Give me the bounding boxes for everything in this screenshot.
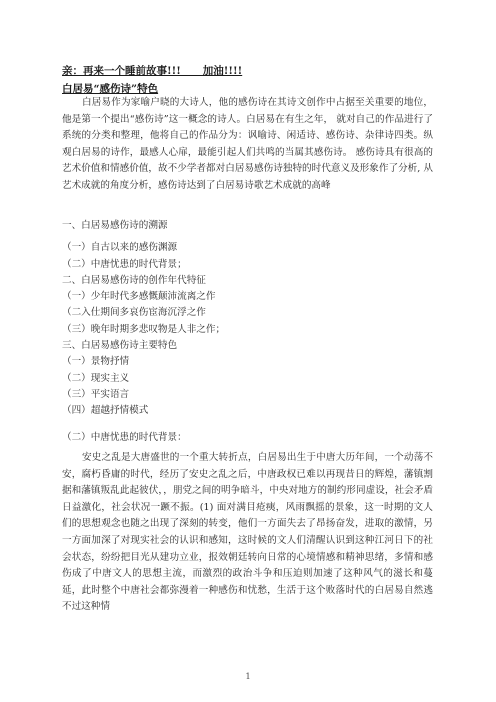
outline-item: （二）中唐忧患的时代背景；: [62, 258, 187, 270]
outline-item: （一）少年时代多感慨颠沛流离之作: [62, 291, 216, 303]
outline-item: 二、白居易感伤诗的创作年代特征: [62, 274, 206, 286]
page-number: 1: [245, 672, 251, 681]
outline-item: （二）现实主义: [62, 372, 130, 384]
outline-item: （三）平实语言: [62, 388, 130, 400]
outline-item: （三）晚年时期多悲叹物是人非之作；: [62, 323, 226, 335]
section-paragraph: 安史之乱是大唐盛世的一个重大转折点，白居易出生于中唐大历年间，一个动荡不安，腐朽昏庸的时代，经历了安史之乱之后，中唐政权已难以再现昔日的辉煌，藩镇割据和藩镇叛乱此起彼伏，，朋党之间的明争暗斗，中央对地方的制约形同虚设，社会矛盾日益激化，社会状况一蹶不振。(1) 面对满目疮痍，风雨飘摇的景象，这一时期的文人们的思想观念也随之出现了深刻的转变，他们一方面失去了昂扬奋发，进取的激情，另一方面加深了对现实社会的认识和感知，这时候的文人们清醒认识到这种江河日下的社会状态，纷纷把目光从建功立业，报效朝廷转向日常的心境情感和精神思绪，多情和感伤成了中唐文人的思想主流，而激烈的政治斗争和压迫则加速了这种风气的滋长和蔓延，此时整个中唐社会都弥漫着一种感伤和忧愁，生活于这个败落时代的白居易自然逃不过这种情: [62, 452, 433, 613]
outline-item: （一）自古以来的感伤渊源: [62, 242, 178, 254]
document-header: 亲：再来一个睡前故事!!! 加油!!!!: [62, 65, 243, 77]
table-of-contents: [62, 218, 442, 420]
outline-item: （四）超越抒情模式: [62, 405, 149, 417]
outline-item: （一）景物抒情: [62, 356, 130, 368]
outline-item: 三、白居易感伤诗主要特色: [62, 340, 178, 352]
document-title: 白居易“感伤诗”特色: [62, 83, 159, 95]
outline-item: （二入仕期间多哀伤宦海沉浮之作: [62, 307, 206, 319]
intro-paragraph: 白居易作为家喻户晓的大诗人，他的感伤诗在其诗文创作中占据至关重要的地位， 他是第一个提出“感伤诗”这一概念的诗人。白居易在有生之年， 就对自己的作品进行了系统的分类和整理，他将自己的作品分为：讽喻诗、闲适诗、感伤诗、杂律诗四类。纵观白居易的诗作，最感人心扉，最能引起人们共鸣的当属其感伤诗。 感伤诗具有很高的艺术价值和情感价值，故不少学者都对白居易感伤诗独特的时代意义及形象作了分析, 从艺术成就的角度分析，感伤诗达到了白居易诗歌艺术成就的高峰: [62, 97, 433, 191]
section-heading: （二）中唐忧患的时代背景：: [62, 432, 187, 443]
outline-item: 一、白居易感伤诗的溯源: [62, 220, 168, 231]
